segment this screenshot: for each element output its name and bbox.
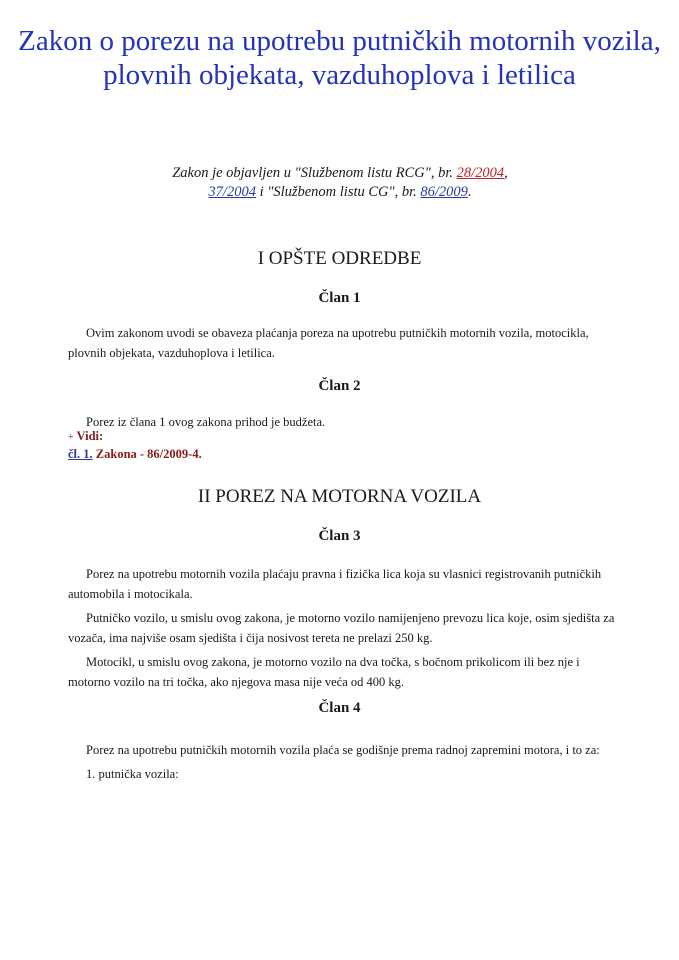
- section-heading: II POREZ NA MOTORNA VOZILA: [197, 486, 482, 507]
- article-paragraph: Porez na upotrebu motornih vozila plaćaju pravna i fizička lica koja su vlasnici registrovanih putničkih automobila i motocikala.: [68, 567, 602, 601]
- article-paragraph: Motocikl, u smislu ovog zakona, je motorno vozilo na dva točka, s bočnom prikolicom ili bez nje i motorno vozilo na tri točka, ako njegova masa nije veća od 400 kg.: [68, 655, 580, 689]
- article-paragraph: Porez iz člana 1 ovog zakona prihod je budžeta.: [86, 415, 326, 429]
- article-heading: Član 2: [318, 378, 361, 394]
- article-paragraph: Porez na upotrebu putničkih motornih vozila plaća se godišnje prema radnoj zapremini motora, i to za:: [86, 743, 600, 757]
- gazette-link-86-2009[interactable]: 86/2009: [420, 184, 468, 200]
- gazette-link-37-2004[interactable]: 37/2004: [208, 184, 256, 200]
- section-heading: I OPŠTE ODREDBE: [257, 248, 422, 269]
- article-heading: Član 3: [318, 528, 361, 544]
- article-heading: Član 1: [318, 290, 361, 306]
- article-paragraph: Ovim zakonom uvodi se obaveza plaćanja poreza na upotrebu putničkih motornih vozila, motocikla, plovnih objekata, vazduhoplova i letilica.: [68, 326, 589, 360]
- gazette-link-28-2004[interactable]: 28/2004: [456, 165, 505, 181]
- see-also-link[interactable]: čl. 1.: [68, 447, 93, 461]
- article-heading: Član 4: [318, 700, 361, 716]
- see-also: + Vidi: čl. 1. Zakona - 86/2009-4.: [68, 429, 202, 461]
- publication-note: Zakon je objavljen u "Službenom listu RCG", br. 28/2004, 37/2004 i "Službenom listu CG", br. 86/2009.: [172, 165, 508, 200]
- document-title: Zakon o porezu na upotrebu putničkih motornih vozila, plovnih objekata, vazduhoplova i letilica: [18, 25, 661, 91]
- article-paragraph: 1. putnička vozila:: [86, 767, 179, 781]
- article-paragraph: Putničko vozilo, u smislu ovog zakona, je motorno vozilo namijenjeno prevozu lica koje, osim sjedišta za vozača, ima najviše osam sjedišta i čija nosivost tereta ne prelazi 250 kg.: [68, 611, 615, 645]
